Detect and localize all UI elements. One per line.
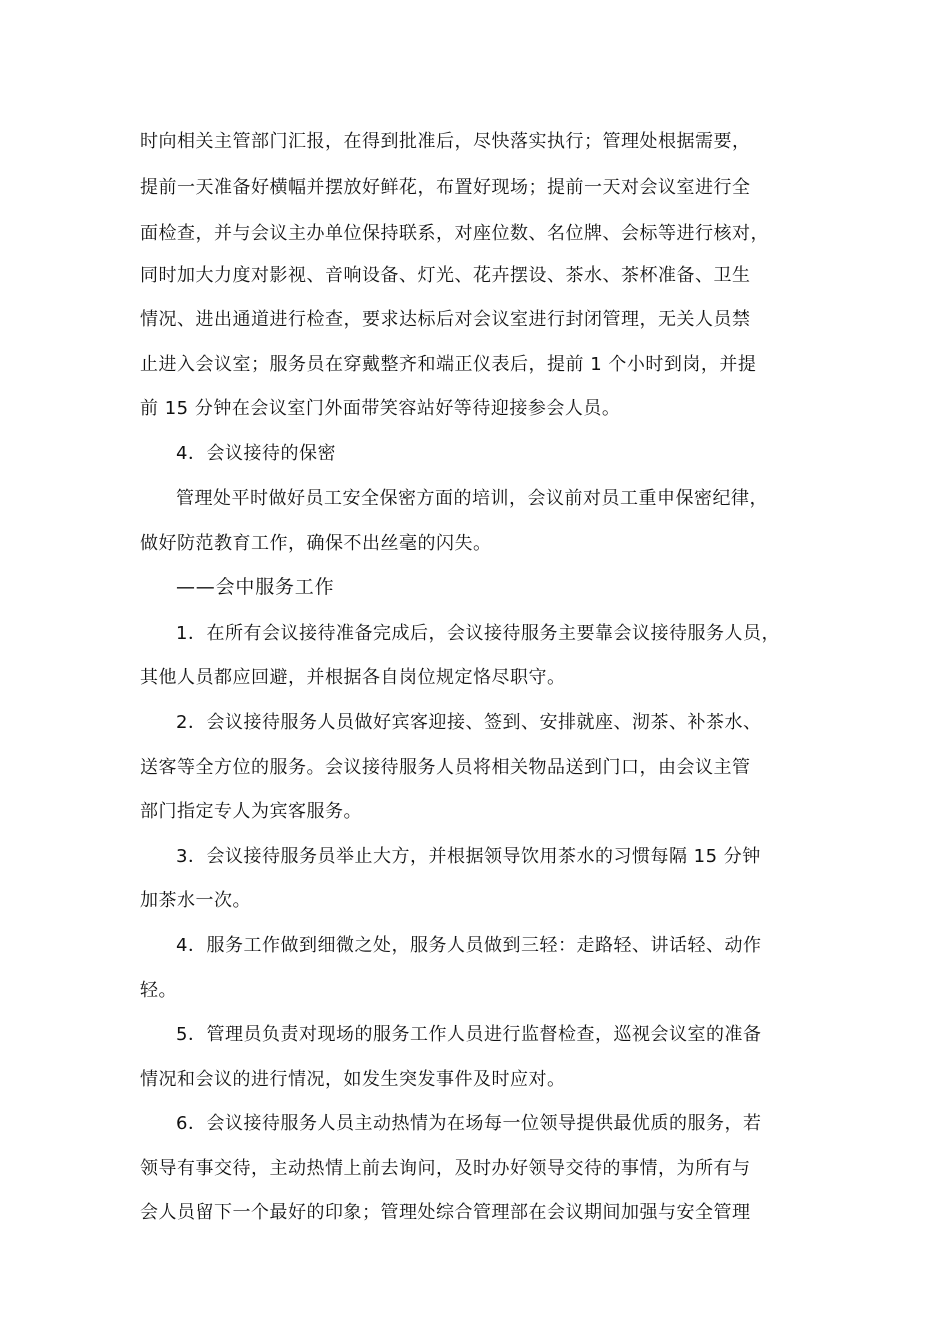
text-line: 领导有事交待，主动热情上前去询问，及时办好领导交待的事情，为所有与 [140,1158,751,1179]
text-line: 管理处平时做好员工安全保密方面的培训，会议前对员工重申保密纪律， [176,488,768,509]
text-line: 时向相关主管部门汇报，在得到批准后，尽快落实执行；管理处根据需要， [140,131,751,152]
text-line: 轻。 [140,980,177,1001]
text-line: 其他人员都应回避，并根据各自岗位规定恪尽职守。 [140,667,566,688]
section-title: ——会中服务工作 [176,576,335,598]
text-line: 提前一天准备好横幅并摆放好鲜花，布置好现场；提前一天对会议室进行全 [140,177,751,198]
text-line: 4．服务工作做到细微之处，服务人员做到三轻：走路轻、讲话轻、动作 [176,935,762,956]
text-line: 同时加大力度对影视、音响设备、灯光、花卉摆设、茶水、茶杯准备、卫生 [140,265,751,286]
text-line: 部门指定专人为宾客服务。 [140,801,362,822]
text-line: 5．管理员负责对现场的服务工作人员进行监督检查，巡视会议室的准备 [176,1024,762,1045]
text-line: 前 15 分钟在会议室门外面带笑容站好等待迎接参会人员。 [140,398,621,419]
text-line: 6．会议接待服务人员主动热情为在场每一位领导提供最优质的服务，若 [176,1113,762,1134]
text-line: 3．会议接待服务员举止大方，并根据领导饮用茶水的习惯每隔 15 分钟 [176,846,761,867]
text-line: 送客等全方位的服务。会议接待服务人员将相关物品送到门口，由会议主管 [140,757,751,778]
text-line: 做好防范教育工作，确保不出丝毫的闪失。 [140,533,492,554]
text-line: 情况和会议的进行情况，如发生突发事件及时应对。 [140,1069,566,1090]
section-heading: 4．会议接待的保密 [176,443,336,464]
text-line: 1．在所有会议接待准备完成后，会议接待服务主要靠会议接待服务人员， [176,623,780,644]
text-line: 2．会议接待服务人员做好宾客迎接、签到、安排就座、沏茶、补茶水、 [176,712,762,733]
text-line: 加茶水一次。 [140,890,251,911]
text-line: 会人员留下一个最好的印象；管理处综合管理部在会议期间加强与安全管理 [140,1202,751,1223]
text-line: 情况、进出通道进行检查，要求达标后对会议室进行封闭管理，无关人员禁 [140,309,751,330]
text-line: 面检查，并与会议主办单位保持联系，对座位数、名位牌、会标等进行核对， [140,223,769,244]
text-line: 止进入会议室；服务员在穿戴整齐和端正仪表后，提前 1 个小时到岗，并提 [140,354,757,375]
